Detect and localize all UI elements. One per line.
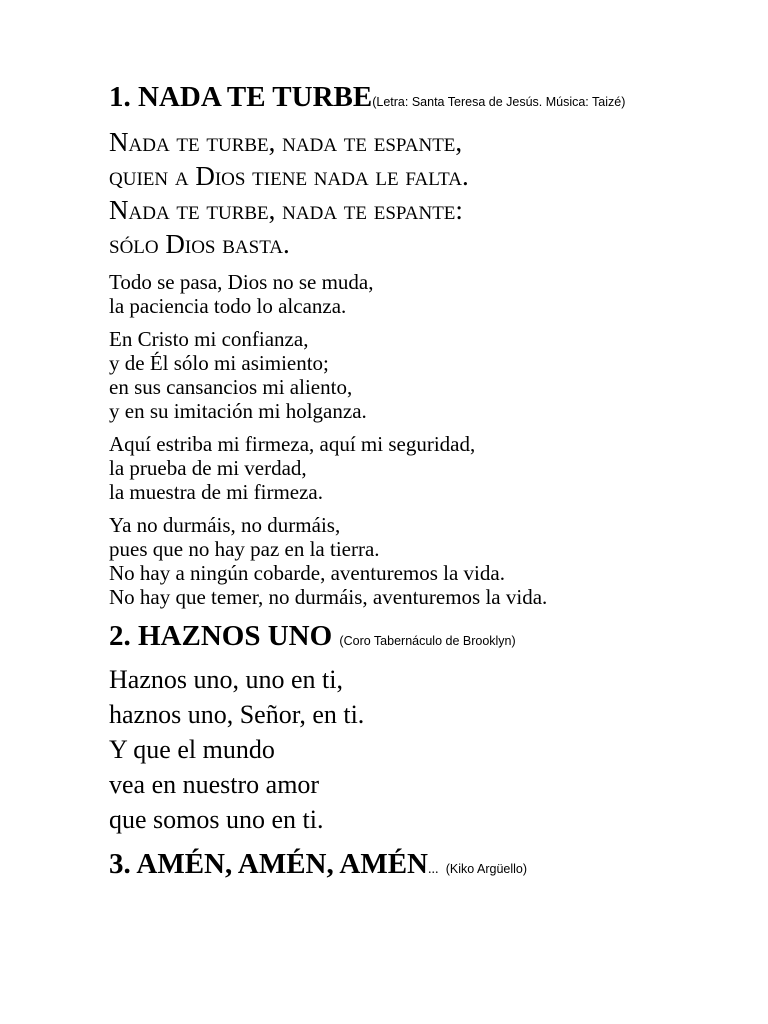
verse-line: pues que no hay paz en la tierra. [109,537,380,561]
song-3 [109,847,729,887]
song-credit: (Coro Tabernáculo de Brooklyn) [339,634,516,648]
title-ellipsis: ... [428,862,439,877]
song-credit: (Kiko Argüello) [445,862,528,876]
stanza [109,432,729,504]
lyric-line: Y que el mundo [109,735,275,764]
lyrics [109,662,729,837]
lyric-line: haznos uno, Señor, en ti. [109,700,365,729]
verse-line: en sus cansancios mi aliento, [109,375,353,399]
verse-line: la paciencia todo lo alcanza. [109,294,347,318]
verse-line: la prueba de mi verdad, [109,456,307,480]
song-2 [109,619,729,837]
song-title-text: 1. NADA TE TURBE [109,81,373,113]
song-sheet [109,80,729,887]
verse-line: Ya no durmáis, no durmáis, [109,513,341,537]
verse-line: y en su imitación mi holganza. [109,399,367,423]
lyric-line: vea en nuestro amor [109,770,320,799]
stanza [109,327,729,423]
stanza [109,270,729,318]
song-1 [109,80,729,609]
verse-line: Todo se pasa, Dios no se muda, [109,270,374,294]
refrain-line: Nada te turbe, nada te espante: [109,195,463,225]
song-title-text: 2. HAZNOS UNO [109,620,333,652]
lyric-line: que somos uno en ti. [109,805,324,834]
song-title [109,619,729,658]
song-title [109,80,729,119]
lyric-line: Haznos uno, uno en ti, [109,665,343,694]
refrain-line: Nada te turbe, nada te espante, [109,127,463,157]
verse-line: No hay que temer, no durmáis, aventuremos la vida. [109,585,548,609]
verse-line: No hay a ningún cobarde, aventuremos la vida. [109,561,505,585]
refrain-line: sólo Dios basta. [109,229,290,259]
verse-line: En Cristo mi confianza, [109,327,309,351]
song-title-text: 3. AMÉN, AMÉN, AMÉN [109,848,428,880]
verse-line: y de Él sólo mi asimiento; [109,351,329,375]
verse-line: la muestra de mi firmeza. [109,480,323,504]
refrain [109,125,729,261]
song-credit: (Letra: Santa Teresa de Jesús. Música: Taizé) [372,95,626,109]
song-title [109,847,729,887]
stanza [109,513,729,609]
refrain-line: quien a Dios tiene nada le falta. [109,161,469,191]
verse-line: Aquí estriba mi firmeza, aquí mi seguridad, [109,432,476,456]
